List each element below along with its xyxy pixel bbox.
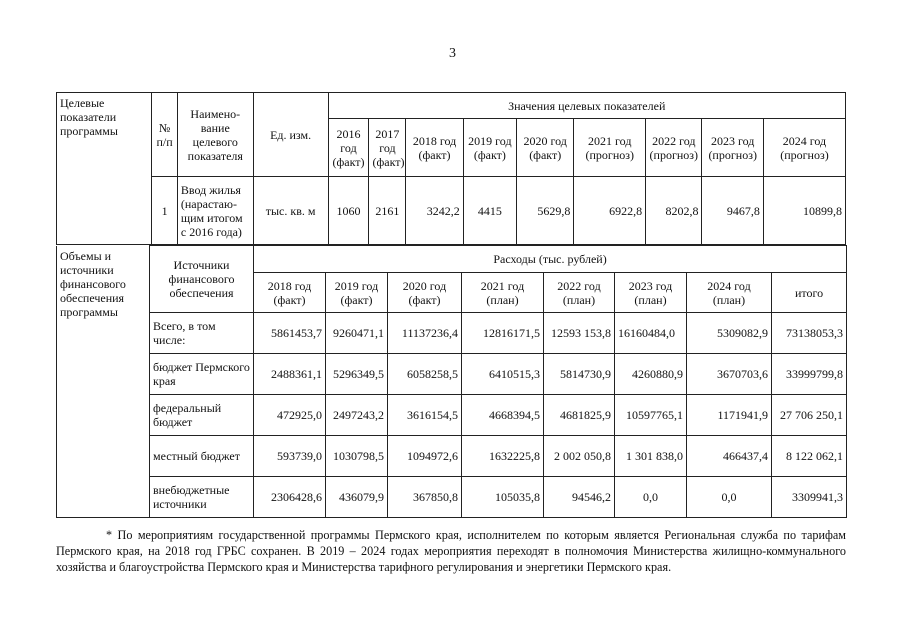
finance-value: 105035,8 (462, 477, 544, 518)
target-year-header: 2016 год (факт) (328, 119, 369, 177)
finance-value: 10597765,1 (615, 395, 687, 436)
finance-value: 4260880,9 (615, 354, 687, 395)
finance-value: 3616154,5 (388, 395, 462, 436)
finance-year-header: 2018 год (факт) (254, 273, 326, 313)
header-target-values: Значения целевых показателей (328, 93, 846, 119)
header-sources: Источники финансового обеспечения (150, 246, 254, 313)
finance-value: 1632225,8 (462, 436, 544, 477)
finance-value: 1171941,9 (687, 395, 772, 436)
finance-year-header: 2021 год (план) (462, 273, 544, 313)
table-row (57, 436, 847, 477)
target-value: 10899,8 (763, 177, 845, 245)
target-value: 4415 (463, 177, 516, 245)
footnote: * По мероприятиям государственной программы Пермского края, исполнителем по которым является Региональная служба по тарифам Пермского края, на 2018 год ГРБС сохранен. В 2019 – 2024 годах мероприятия переходят в полномочия Министерства жилищно-коммунального хозяйства и благоустройства Пермского края и Министерства тарифного регулирования и энергетики Пермского края. (56, 528, 846, 574)
finance-value: 593739,0 (254, 436, 326, 477)
target-year-header: 2022 год (прогноз) (646, 119, 702, 177)
finance-value: 3309941,3 (772, 477, 847, 518)
finance-value: 5296349,5 (326, 354, 388, 395)
finance-value: 73138053,3 (772, 313, 847, 354)
target-year-header: 2023 год (прогноз) (702, 119, 763, 177)
finance-total-header: итого (772, 273, 847, 313)
finance-value: 0,0 (615, 477, 687, 518)
finance-value: 1094972,6 (388, 436, 462, 477)
target-value: 1060 (328, 177, 369, 245)
target-value: 9467,8 (702, 177, 763, 245)
indicator-unit: тыс. кв. м (253, 177, 328, 245)
target-year-header: 2017 год (факт) (369, 119, 406, 177)
source-name: местный бюджет (150, 436, 254, 477)
finance-value: 0,0 (687, 477, 772, 518)
target-year-header: 2018 год (факт) (406, 119, 463, 177)
finance-value: 9260471,1 (326, 313, 388, 354)
finance-value: 11137236,4 (388, 313, 462, 354)
target-year-header: 2021 год (прогноз) (574, 119, 646, 177)
finance-value: 4681825,9 (544, 395, 615, 436)
table-row (57, 477, 847, 518)
table-row (57, 395, 847, 436)
source-name: внебюджетные источники (150, 477, 254, 518)
finance-value: 2497243,2 (326, 395, 388, 436)
finance-value: 6410515,3 (462, 354, 544, 395)
finance-section-label: Объемы и источники финансового обеспечения программы (57, 246, 150, 518)
target-value: 6922,8 (574, 177, 646, 245)
finance-value: 8 122 062,1 (772, 436, 847, 477)
target-value: 3242,2 (406, 177, 463, 245)
finance-value: 2488361,1 (254, 354, 326, 395)
target-value: 5629,8 (517, 177, 574, 245)
finance-value: 5309082,9 (687, 313, 772, 354)
finance-value: 3670703,6 (687, 354, 772, 395)
page-number: 3 (449, 46, 456, 61)
header-unit: Ед. изм. (253, 93, 328, 177)
finance-year-header: 2022 год (план) (544, 273, 615, 313)
target-year-header: 2020 год (факт) (517, 119, 574, 177)
finance-value: 12593 153,8 (544, 313, 615, 354)
row-num: 1 (152, 177, 178, 245)
header-num: № п/п (152, 93, 178, 177)
finance-value: 94546,2 (544, 477, 615, 518)
finance-year-header: 2019 год (факт) (326, 273, 388, 313)
finance-value: 2306428,6 (254, 477, 326, 518)
target-year-header: 2019 год (факт) (463, 119, 516, 177)
finance-value: 5814730,9 (544, 354, 615, 395)
finance-value: 466437,4 (687, 436, 772, 477)
indicator-name: Ввод жилья (нарастаю-щим итогом с 2016 года) (177, 177, 253, 245)
finance-value: 6058258,5 (388, 354, 462, 395)
source-name: бюджет Пермского края (150, 354, 254, 395)
target-value: 8202,8 (646, 177, 702, 245)
finance-value: 16160484,0 (615, 313, 687, 354)
target-year-header: 2024 год (прогноз) (763, 119, 845, 177)
finance-value: 12816171,5 (462, 313, 544, 354)
finance-value: 1030798,5 (326, 436, 388, 477)
finance-value: 4668394,5 (462, 395, 544, 436)
table-row (57, 354, 847, 395)
finance-value: 367850,8 (388, 477, 462, 518)
table-row (57, 313, 847, 354)
finance-value: 472925,0 (254, 395, 326, 436)
targets-section-label: Целевые показатели программы (57, 93, 152, 177)
header-indicator-name: Наимено-вание целевого показателя (177, 93, 253, 177)
finance-year-header: 2023 год (план) (615, 273, 687, 313)
finance-value: 27 706 250,1 (772, 395, 847, 436)
source-name: федеральный бюджет (150, 395, 254, 436)
finance-value: 33999799,8 (772, 354, 847, 395)
finance-value: 436079,9 (326, 477, 388, 518)
finance-value: 2 002 050,8 (544, 436, 615, 477)
table-row (57, 177, 846, 245)
target-value: 2161 (369, 177, 406, 245)
financing-table (56, 245, 847, 518)
finance-year-header: 2024 год (план) (687, 273, 772, 313)
finance-value: 1 301 838,0 (615, 436, 687, 477)
finance-year-header: 2020 год (факт) (388, 273, 462, 313)
finance-value: 5861453,7 (254, 313, 326, 354)
header-expenses: Расходы (тыс. рублей) (254, 246, 847, 273)
source-name: Всего, в том числе: (150, 313, 254, 354)
target-indicators-table (56, 92, 846, 245)
